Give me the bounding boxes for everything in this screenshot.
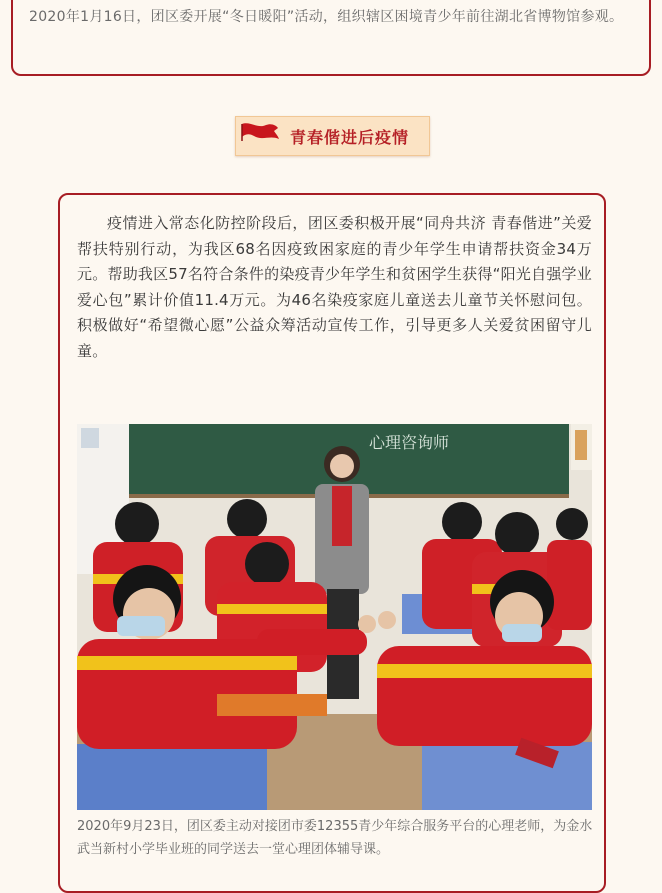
classroom-photo — [77, 424, 592, 810]
previous-section-card — [11, 0, 651, 76]
article-paragraph: 疫情进入常态化防控阶段后，团区委积极开展“同舟共济 青春偕进”关爱帮扶特别行动，为我区68名因疫致困家庭的青少年学生申请帮扶资金34万元。帮助我区57名符合条件的染疫青少年学生和贫困学生获得“阳光自强学业爱心包”累计价值11.4万元。为46名染疫家庭儿童送去儿童节关怀慰问包。积极做好“希望微心愿”公益众筹活动宣传工作，引导更多人关爱贫困留守儿童。 — [77, 214, 592, 360]
board-text: 心理咨询师 — [369, 433, 450, 452]
photo-caption: 2020年9月23日，团区委主动对接团市委12355青少年综合服务平台的心理老师，为金水武当新村小学毕业班的同学送去一堂心理团体辅导课。 — [77, 819, 593, 857]
previous-caption: 2020年1月16日，团区委开展“冬日暖阳”活动，组织辖区困境青少年前往湖北省博物馆参观。 — [29, 9, 624, 25]
section-title-banner — [235, 116, 430, 156]
section-title: 青春偕进后疫情 — [290, 128, 410, 147]
red-flag-icon — [240, 121, 280, 143]
article-card — [58, 193, 606, 893]
